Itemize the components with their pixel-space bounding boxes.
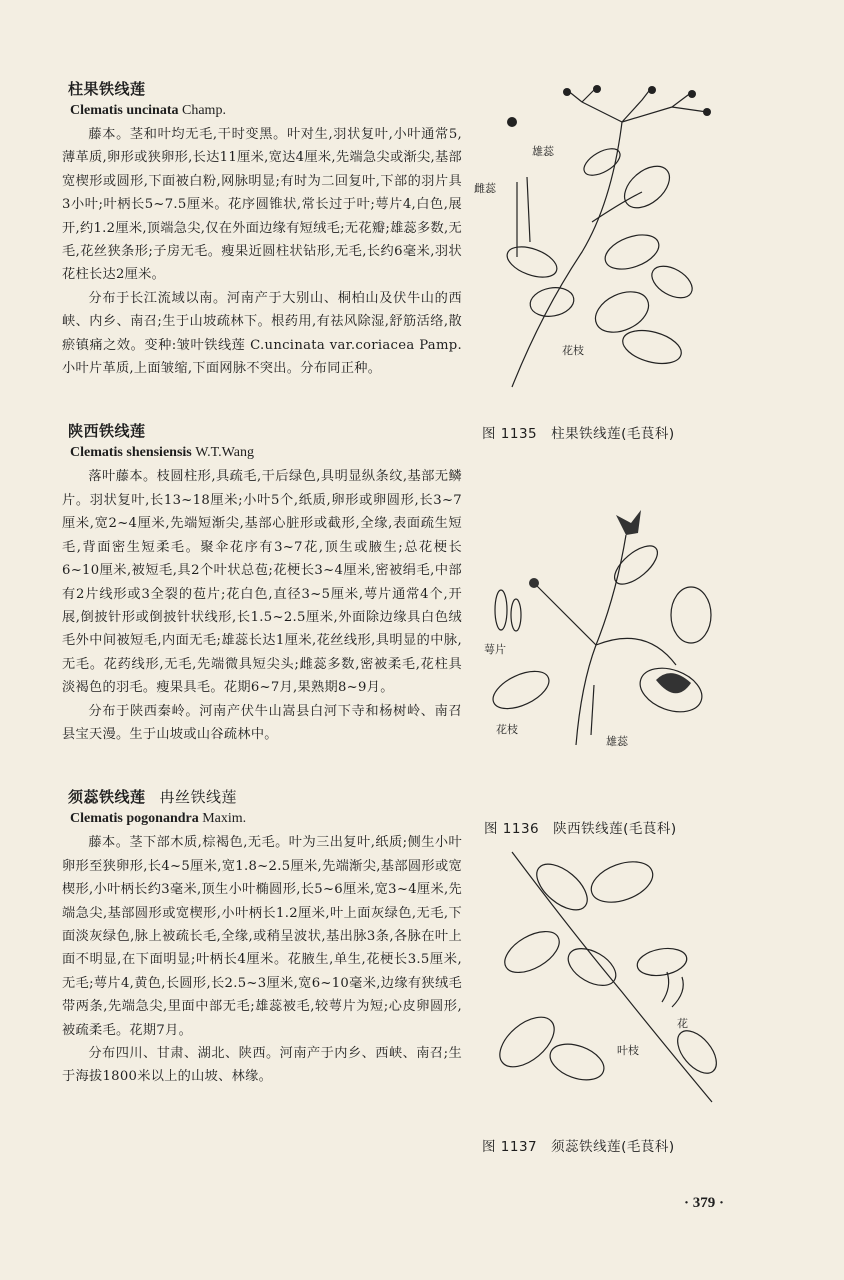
figure-1135 <box>472 82 722 442</box>
species-entry-pogonandra <box>62 786 462 1088</box>
clematis-pogonandra-illustration <box>482 842 732 1117</box>
species-distribution: 分布于长江流域以南。河南产于大别山、桐柏山及伏牛山的西峡、内乡、南召;生于山坡疏林下。根药用,有祛风除湿,舒筋活络,散瘀镇痛之效。变种:皱叶铁线莲 C.uncinata var.coriacea Pamp. 小叶片革质,上面皱缩,下面网脉不突出。分布同正种。 <box>62 290 462 377</box>
latin-binomial: Clematis uncinata <box>70 103 179 118</box>
species-latin-name <box>70 445 462 461</box>
species-entry-uncinata <box>62 78 462 380</box>
latin-binomial: Clematis shensiensis <box>70 445 192 461</box>
label-pistil: 雌蕊 <box>474 182 496 195</box>
clematis-shensiensis-illustration <box>476 505 726 785</box>
figure-caption: 图 1135 柱果铁线莲(毛茛科) <box>482 426 675 442</box>
latin-author: Maxim. <box>202 811 247 827</box>
label-flower: 花 <box>677 1017 688 1030</box>
species-distribution: 分布于陕西秦岭。河南产伏牛山嵩县白河下寺和杨树岭、南召县宝天漫。生于山坡或山谷疏林中。 <box>62 703 462 742</box>
species-title <box>68 786 462 807</box>
label-sepal: 萼片 <box>484 643 506 656</box>
species-alias: 冉丝铁线莲 <box>159 788 238 807</box>
species-title-text: 须蕊铁线莲 <box>68 788 146 807</box>
label-flowering-branch: 花枝 <box>562 344 584 357</box>
page-number: · 379 · <box>684 1195 725 1211</box>
figure-caption: 图 1136 陕西铁线莲(毛茛科) <box>484 821 677 837</box>
species-title: 陕西铁线莲 <box>68 422 146 441</box>
clematis-uncinata-illustration <box>472 82 722 402</box>
label-stamen: 雄蕊 <box>606 735 628 748</box>
latin-author: W.T.Wang <box>195 445 254 461</box>
species-description: 藤本。茎和叶均无毛,干时变黑。叶对生,羽状复叶,小叶通常5,薄革质,卵形或狭卵形,长达11厘米,宽达4厘米,先端急尖或渐尖,基部宽楔形或圆形,下面被白粉,网脉明显;有时为二回复叶,下部的羽片具3小叶;叶柄长5~7.5厘米。花序圆锥状,常长过于叶;萼片4,白色,展开,约1.2厘米,顶端急尖,仅在外面边缘有短绒毛;无花瓣;雄蕊多数,无毛,花丝狭条形;子房无毛。瘦果近圆柱状钻形,无毛,长约6毫米,羽状花柱长达2厘米。 <box>62 127 462 283</box>
latin-binomial: Clematis pogonandra <box>70 811 199 827</box>
species-latin-name <box>70 811 462 827</box>
figure-1136 <box>476 505 726 837</box>
latin-author: Champ. <box>182 103 226 118</box>
species-entry-shensiensis <box>62 420 462 746</box>
text-column <box>62 70 462 1117</box>
species-distribution: 分布四川、甘肃、湖北、陕西。河南产于内乡、西峡、南召;生于海拔1800米以上的山坡、林缘。 <box>62 1046 462 1085</box>
species-latin-name <box>70 103 462 119</box>
species-description: 藤本。茎下部木质,棕褐色,无毛。叶为三出复叶,纸质;侧生小叶卵形至狭卵形,长4~5厘米,宽1.8~2.5厘米,先端渐尖,基部圆形或宽楔形,小叶柄长约3毫米,顶生小叶椭圆形,长5~6厘米,宽3~4厘米,先端急尖,基部圆形或宽楔形,小叶柄长1.2厘米,叶上面灰绿色,无毛,下面淡灰绿色,脉上被疏长毛,全缘,或稍呈波状,基出脉3条,各脉在叶上面不明显,在下面明显;叶柄长4厘米。花腋生,单生,花梗长3.5厘米,无毛;萼片4,黄色,长圆形,长2.5~3厘米,宽6~10毫米,边缘有狭绒毛带两条,先端急尖,里面中部无毛;雄蕊被毛,较萼片为短;心皮卵圆形,被疏柔毛。花期7月。 <box>62 835 462 1038</box>
species-description: 落叶藤本。枝圆柱形,具疏毛,干后绿色,具明显纵条纹,基部无鳞片。羽状复叶,长13~18厘米;小叶5个,纸质,卵形或卵圆形,长3~7厘米,宽2~4厘米,先端短渐尖,基部心脏形或截形,全缘,表面疏生短毛,背面密生短柔毛。聚伞花序有3~7花,顶生或腋生;总花梗长6~10厘米,被短毛,具2个叶状总苞;花梗长3~4厘米,密被绢毛,中部有2片线形或3全裂的苞片;花白色,直径3~5厘米,萼片通常4个,开展,倒披针形或倒披针状线形,长1.5~2.5厘米,外面除边缘具白色绒毛外中间被短毛,内面无毛;雄蕊长达1厘米,花丝线形,具明显的中脉,无毛。花药线形,无毛,先端微具短尖头;雌蕊多数,密被柔毛,花柱具淡褐色的羽毛。瘦果具毛。花期6~7月,果熟期8~9月。 <box>62 469 462 696</box>
label-flowering-branch: 花枝 <box>496 723 518 736</box>
figure-caption: 图 1137 须蕊铁线莲(毛茛科) <box>482 1139 675 1155</box>
label-stamen: 雄蕊 <box>532 145 554 158</box>
species-title: 柱果铁线莲 <box>68 80 146 98</box>
label-leaf-branch: 叶枝 <box>617 1044 639 1057</box>
figure-1137 <box>482 842 732 1155</box>
